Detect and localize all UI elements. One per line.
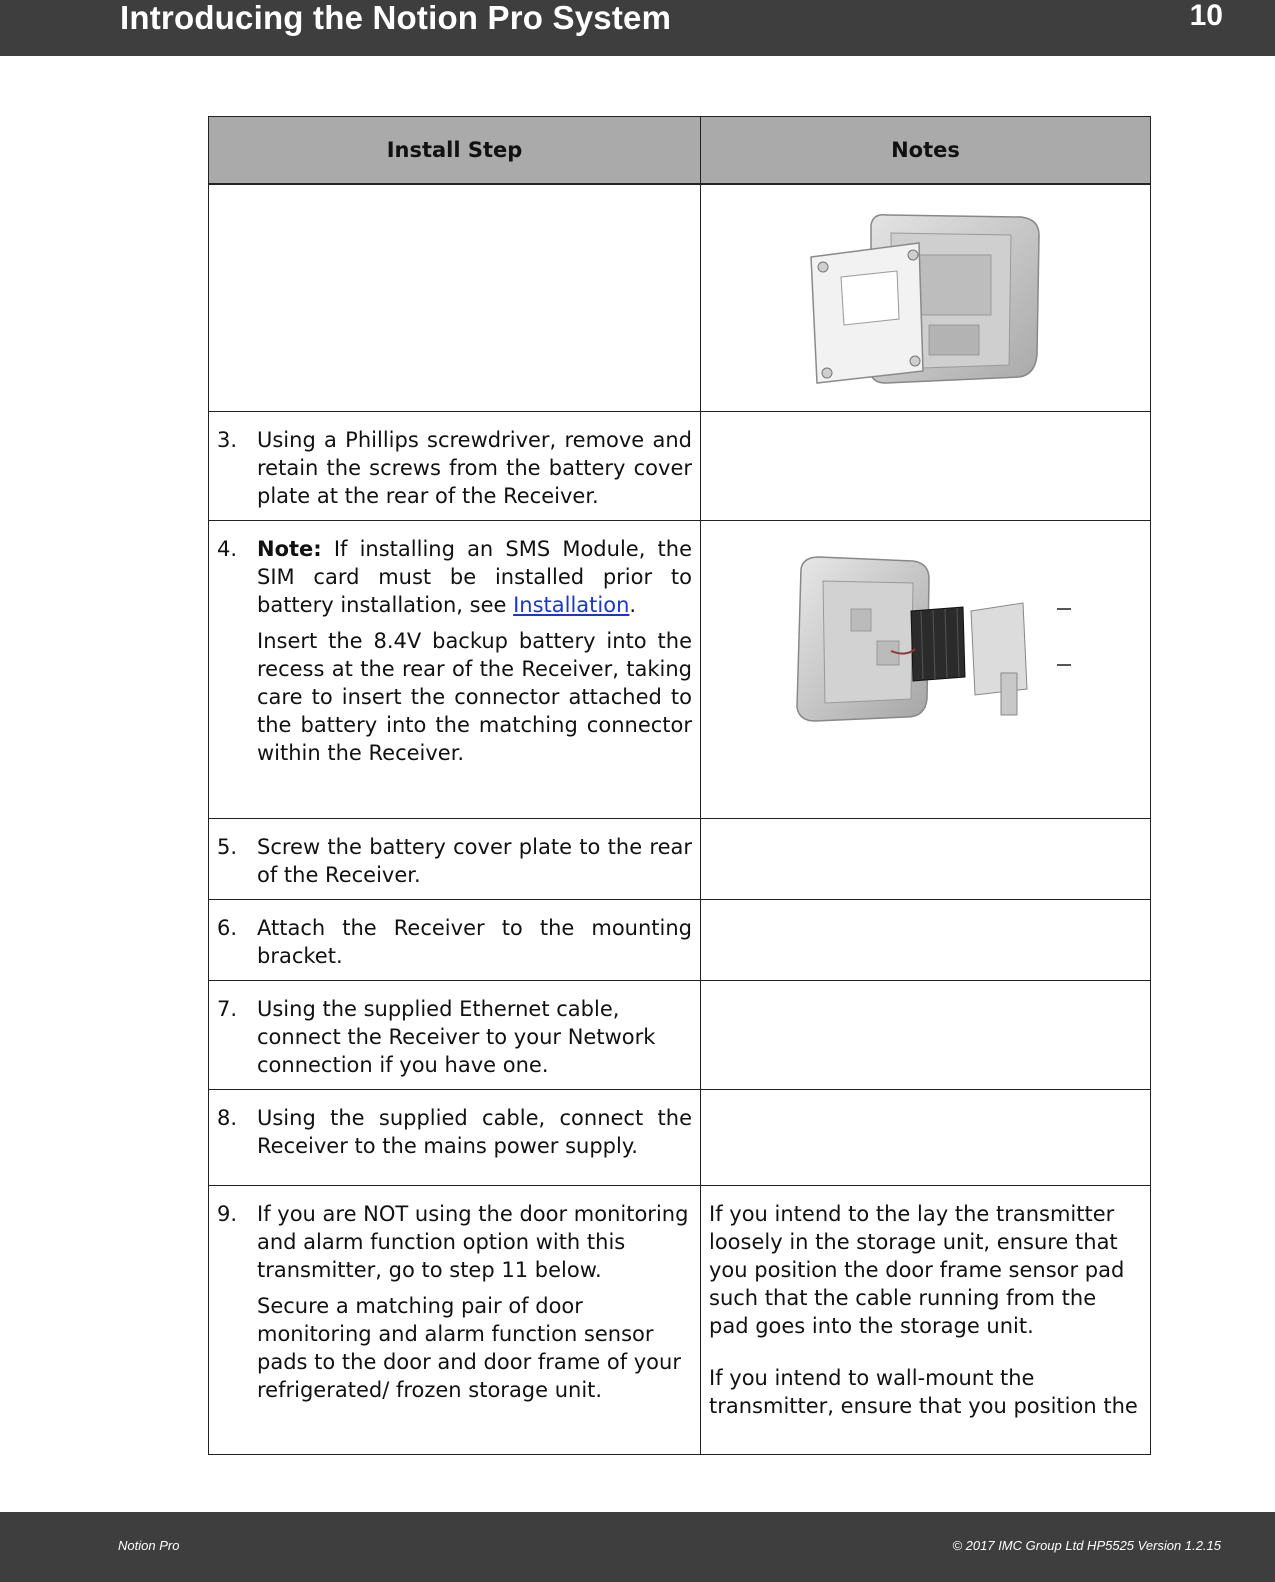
step-9-cell: [209, 1186, 701, 1455]
note-punct: .: [629, 593, 637, 617]
step-5-cell: [209, 819, 701, 900]
step-3-cell: [209, 412, 701, 521]
step-text: Using the supplied cable, connect the Receiver to the mains power supply.: [257, 1106, 692, 1158]
step-text: Using the supplied Ethernet cable, connect the Receiver to your Network connection if you have one.: [257, 997, 656, 1077]
notes-cell: [701, 1090, 1151, 1186]
note-text-2: If you intend to wall-mount the transmitter, ensure that you position the: [709, 1366, 1138, 1418]
notes-cell: [701, 819, 1151, 900]
step-number: 9.: [217, 1202, 238, 1226]
table-header-row: [209, 117, 1151, 185]
step-text-2: Secure a matching pair of door monitoring and alarm function sensor pads to the door and door frame of your refrigerated/ frozen storage unit.: [257, 1294, 681, 1402]
page-title: Introducing the Notion Pro System: [120, 0, 672, 36]
step-text: Attach the Receiver to the mounting bracket.: [257, 916, 692, 968]
table-row: [209, 1186, 1151, 1455]
step-8-cell: [209, 1090, 701, 1186]
step-number: 7.: [217, 997, 238, 1021]
receiver-bracket-illustration: [701, 185, 1151, 407]
table-row: [209, 981, 1151, 1090]
table-row: [209, 900, 1151, 981]
page-header: [0, 0, 1275, 56]
column-header-notes: Notes: [701, 117, 1151, 185]
notes-cell: [701, 981, 1151, 1090]
step-4-cell: [209, 521, 701, 819]
step-number: 6.: [217, 916, 238, 940]
step-number: 3.: [217, 428, 238, 452]
note-text: If you intend to the lay the transmitter loosely in the storage unit, ensure that you position the door frame sensor pad such that the cable running from the pad goes into the storage unit.: [709, 1202, 1125, 1338]
bracket-illustration-cell: [701, 184, 1151, 412]
step-9-notes-cell: [701, 1186, 1151, 1455]
step-number: 4.: [217, 537, 238, 561]
footer-copyright: © 2017 IMC Group Ltd HP5525 Version 1.2.15: [952, 1538, 1221, 1553]
battery-illustration-cell: [701, 521, 1151, 819]
installation-link[interactable]: Installation: [513, 593, 630, 617]
page-number: 10: [1189, 0, 1223, 32]
notes-cell: [701, 412, 1151, 521]
page-footer: [0, 1512, 1275, 1582]
table-row: [209, 1090, 1151, 1186]
install-table: [208, 116, 1151, 1455]
table-row: [209, 819, 1151, 900]
step-number: 8.: [217, 1106, 238, 1130]
step-text: Insert the 8.4V backup battery into the recess at the rear of the Receiver, taking care to insert the connector attached to the battery into the matching connector within the Receiver.: [257, 629, 692, 765]
footer-product: Notion Pro: [118, 1538, 180, 1553]
column-header-install-step: Install Step: [209, 117, 701, 185]
table-row: [209, 521, 1151, 819]
step-text: Using a Phillips screwdriver, remove and retain the screws from the battery cover plate at the rear of the Receiver.: [257, 428, 692, 508]
table-row: [209, 412, 1151, 521]
step-6-cell: [209, 900, 701, 981]
notes-cell: [701, 900, 1151, 981]
step-number: 5.: [217, 835, 238, 859]
step-text: If you are NOT using the door monitoring and alarm function option with this transmitter, go to step 11 below.: [257, 1202, 689, 1282]
note-label: Note:: [257, 537, 322, 561]
table-row: [209, 184, 1151, 412]
step-7-cell: [209, 981, 701, 1090]
note-text: If installing an SMS Module, the SIM card must be installed prior to battery installation, see: [257, 537, 692, 617]
battery-installation-illustration: [701, 521, 1151, 741]
empty-step-cell: [209, 184, 701, 412]
step-text: Screw the battery cover plate to the rear of the Receiver.: [257, 835, 692, 887]
